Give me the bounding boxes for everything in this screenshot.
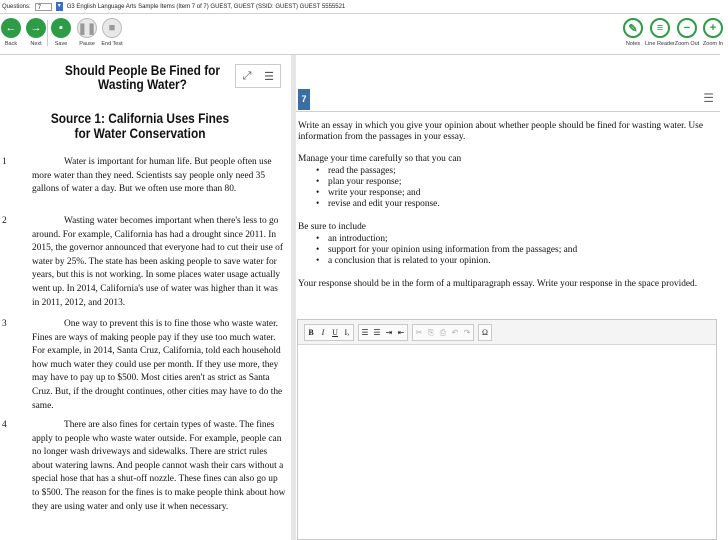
special-character-button[interactable]: Ω [482, 327, 488, 337]
list-item: • plan your response; [328, 177, 716, 188]
paragraph-text: One way to prevent this is to fine those who waste water. Fines are ways of making people pay if they use too much water. For example, in 2014, Santa Cruz, California, told each household how much water they could use per month. If they use more, they may have to pay up to $500. Most cities aren't as strict as Santa Cruz. But, if the drought continues, other cities may have to do the same. [32, 319, 283, 411]
list-item: • revise and edit your response. [328, 199, 716, 210]
questions-label: Questions: [2, 3, 31, 10]
bold-button[interactable]: B [308, 327, 314, 337]
toolbar [0, 14, 724, 55]
test-info: G3 English Language Arts Sample Items (Item 7 of 7) GUEST, GUEST (SSID: GUEST) GUEST 5555521 [66, 3, 346, 10]
question-select[interactable]: 7 [35, 3, 52, 11]
passage-paragraph [2, 419, 287, 514]
zoom-in-label: Zoom In [702, 41, 724, 47]
status-bar [0, 0, 720, 14]
end-test-button[interactable] [97, 18, 127, 47]
paragraph-text: Wasting water becomes important when there's less to go around. For example, California has had a drought since 2011. In 2015, the governor announced that everyone had to cut their use of water by 25%. The state has been asking people to save water for years, but this is not working. In some places water usage actually went up. In 2014, California's use of water was higher than it was in 2011, 2012, and 2013. [32, 216, 283, 308]
prompt-include: Be sure to include [298, 222, 366, 233]
menu-icon[interactable]: ☰ [264, 70, 274, 83]
question-pane [296, 55, 720, 540]
line-reader-icon: ≡ [650, 18, 670, 38]
paragraph-number: 4 [2, 420, 7, 430]
zoom-out-label: Zoom Out [674, 41, 700, 47]
list-item: • read the passages; [328, 166, 716, 177]
arrow-left-icon: ← [1, 18, 21, 38]
list-item: • a conclusion that is related to your opinion. [328, 256, 716, 267]
pause-label: Pause [79, 41, 95, 47]
zoom-in-icon: + [703, 18, 723, 38]
passage-paragraph [2, 215, 287, 310]
pause-icon: ❚❚ [77, 18, 97, 38]
paragraph-text: Water is important for human life. But people often use more water than they need. Scientists say people only need 35 gallons of water a day. But we often use more than 80. [32, 157, 272, 195]
pencil-icon: ✎ [623, 18, 643, 38]
paste-button[interactable]: ⎙ [439, 327, 447, 337]
passage-title: Should People Be Fined for Wasting Water? [64, 63, 221, 92]
line-reader-label: Line Reader [645, 41, 675, 47]
question-number: 7 [298, 89, 310, 110]
prompt-intro: Write an essay in which you give your opinion about whether people should be fined for wasting water. Use information from the passages in your essay. [298, 121, 703, 143]
source-title: Source 1: California Uses Fines for Water Conservation [50, 111, 230, 141]
numbered-list-button[interactable]: ☰ [361, 327, 369, 337]
passage-paragraph [2, 318, 287, 413]
line-reader-button[interactable] [645, 18, 675, 47]
question-header [296, 89, 720, 112]
zoom-out-icon: − [677, 18, 697, 38]
prompt-manage: Manage your time carefully so that you can [298, 154, 462, 165]
passage-paragraph [2, 156, 287, 197]
essay-editor [297, 319, 717, 540]
arrow-right-icon: → [26, 18, 46, 38]
end-test-label: End Test [101, 41, 123, 47]
essay-response-area[interactable] [298, 345, 716, 539]
menu-icon[interactable]: ☰ [703, 91, 714, 105]
include-list [298, 234, 716, 268]
editor-toolbar [298, 320, 716, 345]
list-item: • an introduction; [328, 234, 716, 245]
redo-button[interactable]: ↷ [463, 327, 471, 337]
expand-icon[interactable]: ⤢ [242, 69, 252, 82]
paragraph-number: 2 [2, 216, 7, 226]
italic-button[interactable]: I [321, 327, 325, 337]
notes-button[interactable] [618, 18, 648, 47]
passage-tools [235, 64, 281, 88]
cut-button[interactable]: ✂ [415, 327, 423, 337]
paragraph-number: 3 [2, 319, 7, 329]
indent-button[interactable]: ⇥ [385, 327, 393, 337]
bulleted-list-button[interactable]: ☰ [373, 327, 381, 337]
copy-button[interactable]: ⎘ [427, 327, 435, 337]
outdent-button[interactable]: ⇤ [397, 327, 405, 337]
zoom-in-button[interactable] [698, 18, 728, 47]
notes-label: Notes [625, 41, 641, 47]
save-label: Save [54, 41, 68, 47]
prompt-format: Your response should be in the form of a multiparagraph essay. Write your response in the space provided. [298, 279, 698, 290]
list-item: • support for your opinion using information from the passages; and [328, 245, 716, 256]
remove-format-button[interactable]: Iₓ [344, 327, 350, 337]
paragraph-number: 1 [2, 157, 7, 167]
manage-list [298, 166, 716, 211]
paragraph-text: There are also fines for certain types of waste. The fines apply to people who waste water outside. For example, people can no longer wash driveways and sidewalks. There are strict rules about watering lawns. And people cannot wash their cars without a special hose that has a shut-off nozzle. These fines can also go up to $500. The reason for the fines is to make people think about how they are using water and only use it when necessary. [32, 420, 286, 512]
question-prompt [298, 121, 716, 290]
next-label: Next [30, 41, 42, 47]
undo-button[interactable]: ↶ [451, 327, 459, 337]
list-item: • write your response; and [328, 188, 716, 199]
save-icon: ▪ [51, 18, 71, 38]
back-label: Back [4, 41, 18, 47]
chevron-down-icon[interactable]: ▼ [56, 3, 62, 9]
passage-pane [0, 55, 290, 540]
stop-icon: ■ [102, 18, 122, 38]
underline-button[interactable]: U [332, 327, 338, 337]
